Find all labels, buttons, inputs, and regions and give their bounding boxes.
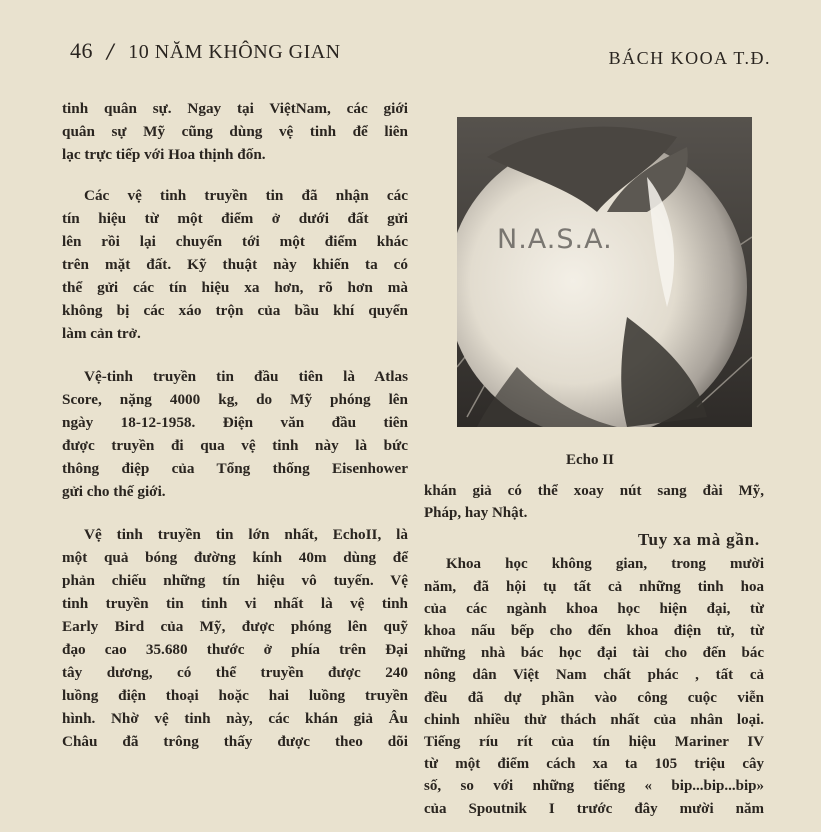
text-line: Các vệ tinh truyền tin đã nhận các — [84, 187, 408, 204]
text-line: của các ngành khoa học hiện đại, từ — [424, 600, 764, 617]
text-line: Tiếng ríu rít của tín hiệu Mariner IV — [424, 734, 764, 751]
publication-name: BÁCH KOOA T.Đ. — [608, 48, 771, 68]
left-paragraph-4 — [62, 523, 408, 753]
text-line: đều đã dự phần vào công cuộc viễn — [424, 689, 764, 706]
text-line: lạc trực tiếp với Hoa thịnh đốn. — [62, 146, 266, 163]
photo-caption: Echo II — [566, 452, 614, 468]
text-line: tín hiệu từ một điểm ở dưới đất gửi — [62, 210, 408, 227]
text-line: đạo cao 35.680 thước ở phía trên Đại — [62, 641, 408, 658]
text-line: tinh quân sự. Ngay tại ViệtNam, các giới — [62, 100, 408, 117]
text-line: không bị các xáo trộn của bầu khí quyển — [62, 302, 408, 319]
text-line: những nhà bác học đại tài cho đến bác — [424, 645, 764, 662]
right-paragraph-2 — [424, 553, 764, 819]
text-line: thể gửi các tín hiệu xa hơn, rõ hơn mà — [62, 279, 408, 296]
text-line: của Spoutnik I trước đây mười năm — [424, 800, 764, 817]
text-line: một quả bóng đường kính 40m dùng để — [62, 549, 408, 566]
left-paragraph-3 — [62, 365, 408, 503]
section-subheading: Tuy xa mà gần. — [637, 530, 760, 550]
text-line: làm cản trở. — [62, 325, 141, 342]
left-column — [62, 97, 408, 753]
text-line: Vệ-tinh truyền tin đầu tiên là Atlas — [84, 368, 408, 385]
text-line: Pháp, hay Nhật. — [424, 505, 528, 522]
page-header-left — [70, 38, 341, 64]
text-line: lên rồi lại chuyển tới một điểm khác — [62, 233, 408, 250]
echo-satellite-photo — [457, 117, 752, 427]
text-line: được truyền đi qua vệ tinh này là bức — [62, 437, 408, 454]
text-line: tây dương, có thể truyền được 240 — [62, 664, 408, 681]
right-column — [424, 480, 764, 820]
text-line: gửi cho thế giới. — [62, 483, 166, 500]
text-line: từ một điểm cách xa ta 105 triệu cây — [424, 756, 764, 773]
text-line: chinh nhiều thử thách nhất của nhân loại. — [424, 711, 764, 728]
text-line: tinh truyền tin tinh vi nhất là vệ tinh — [62, 595, 408, 612]
text-line: Châu đã trông thấy được theo dõi — [62, 733, 408, 750]
right-paragraph-1 — [424, 480, 764, 524]
text-line: trên mặt đất. Kỹ thuật này khiến ta có — [62, 256, 408, 273]
text-line: nông dân Việt Nam chất phác , tất cả — [424, 667, 764, 684]
left-paragraph-1 — [62, 97, 408, 166]
text-line: năm, đã hội tụ tất cả những tinh hoa — [424, 578, 764, 595]
text-line: thông điệp của Tổng thống Eisenhower — [62, 460, 408, 477]
page-number: 46 — [70, 38, 93, 63]
text-line: Score, nặng 4000 kg, do Mỹ phóng lên — [62, 391, 408, 408]
text-line: hình. Nhờ vệ tinh này, các khán giả Âu — [62, 710, 408, 727]
photo-label: N.A.S.A. — [497, 224, 613, 255]
text-line: khán giả có thể xoay nút sang đài Mỹ, — [424, 483, 764, 499]
text-line: khoa nấu bếp cho đến khoa điện tử, từ — [424, 623, 764, 640]
text-line: phản chiếu những tín hiệu vô tuyến. Vệ — [62, 572, 408, 589]
text-line: số, so với những tiếng « bip...bip...bip» — [424, 778, 764, 795]
text-line: Early Bird của Mỹ, được phóng lên quỹ — [62, 618, 408, 635]
text-line: Vệ tinh truyền tin lớn nhất, EchoII, là — [84, 526, 408, 543]
text-line: quân sự Mỹ cũng dùng vệ tinh để liên — [62, 123, 408, 140]
left-paragraph-2 — [62, 184, 408, 345]
text-line: luồng điện thoại hoặc hai luồng truyền — [62, 687, 408, 704]
text-line: Khoa học không gian, trong mười — [446, 556, 764, 573]
header-separator: / — [107, 39, 115, 63]
text-line: ngày 18-12-1958. Điện văn đầu tiên — [62, 414, 408, 431]
running-title: 10 NĂM KHÔNG GIAN — [128, 41, 341, 63]
